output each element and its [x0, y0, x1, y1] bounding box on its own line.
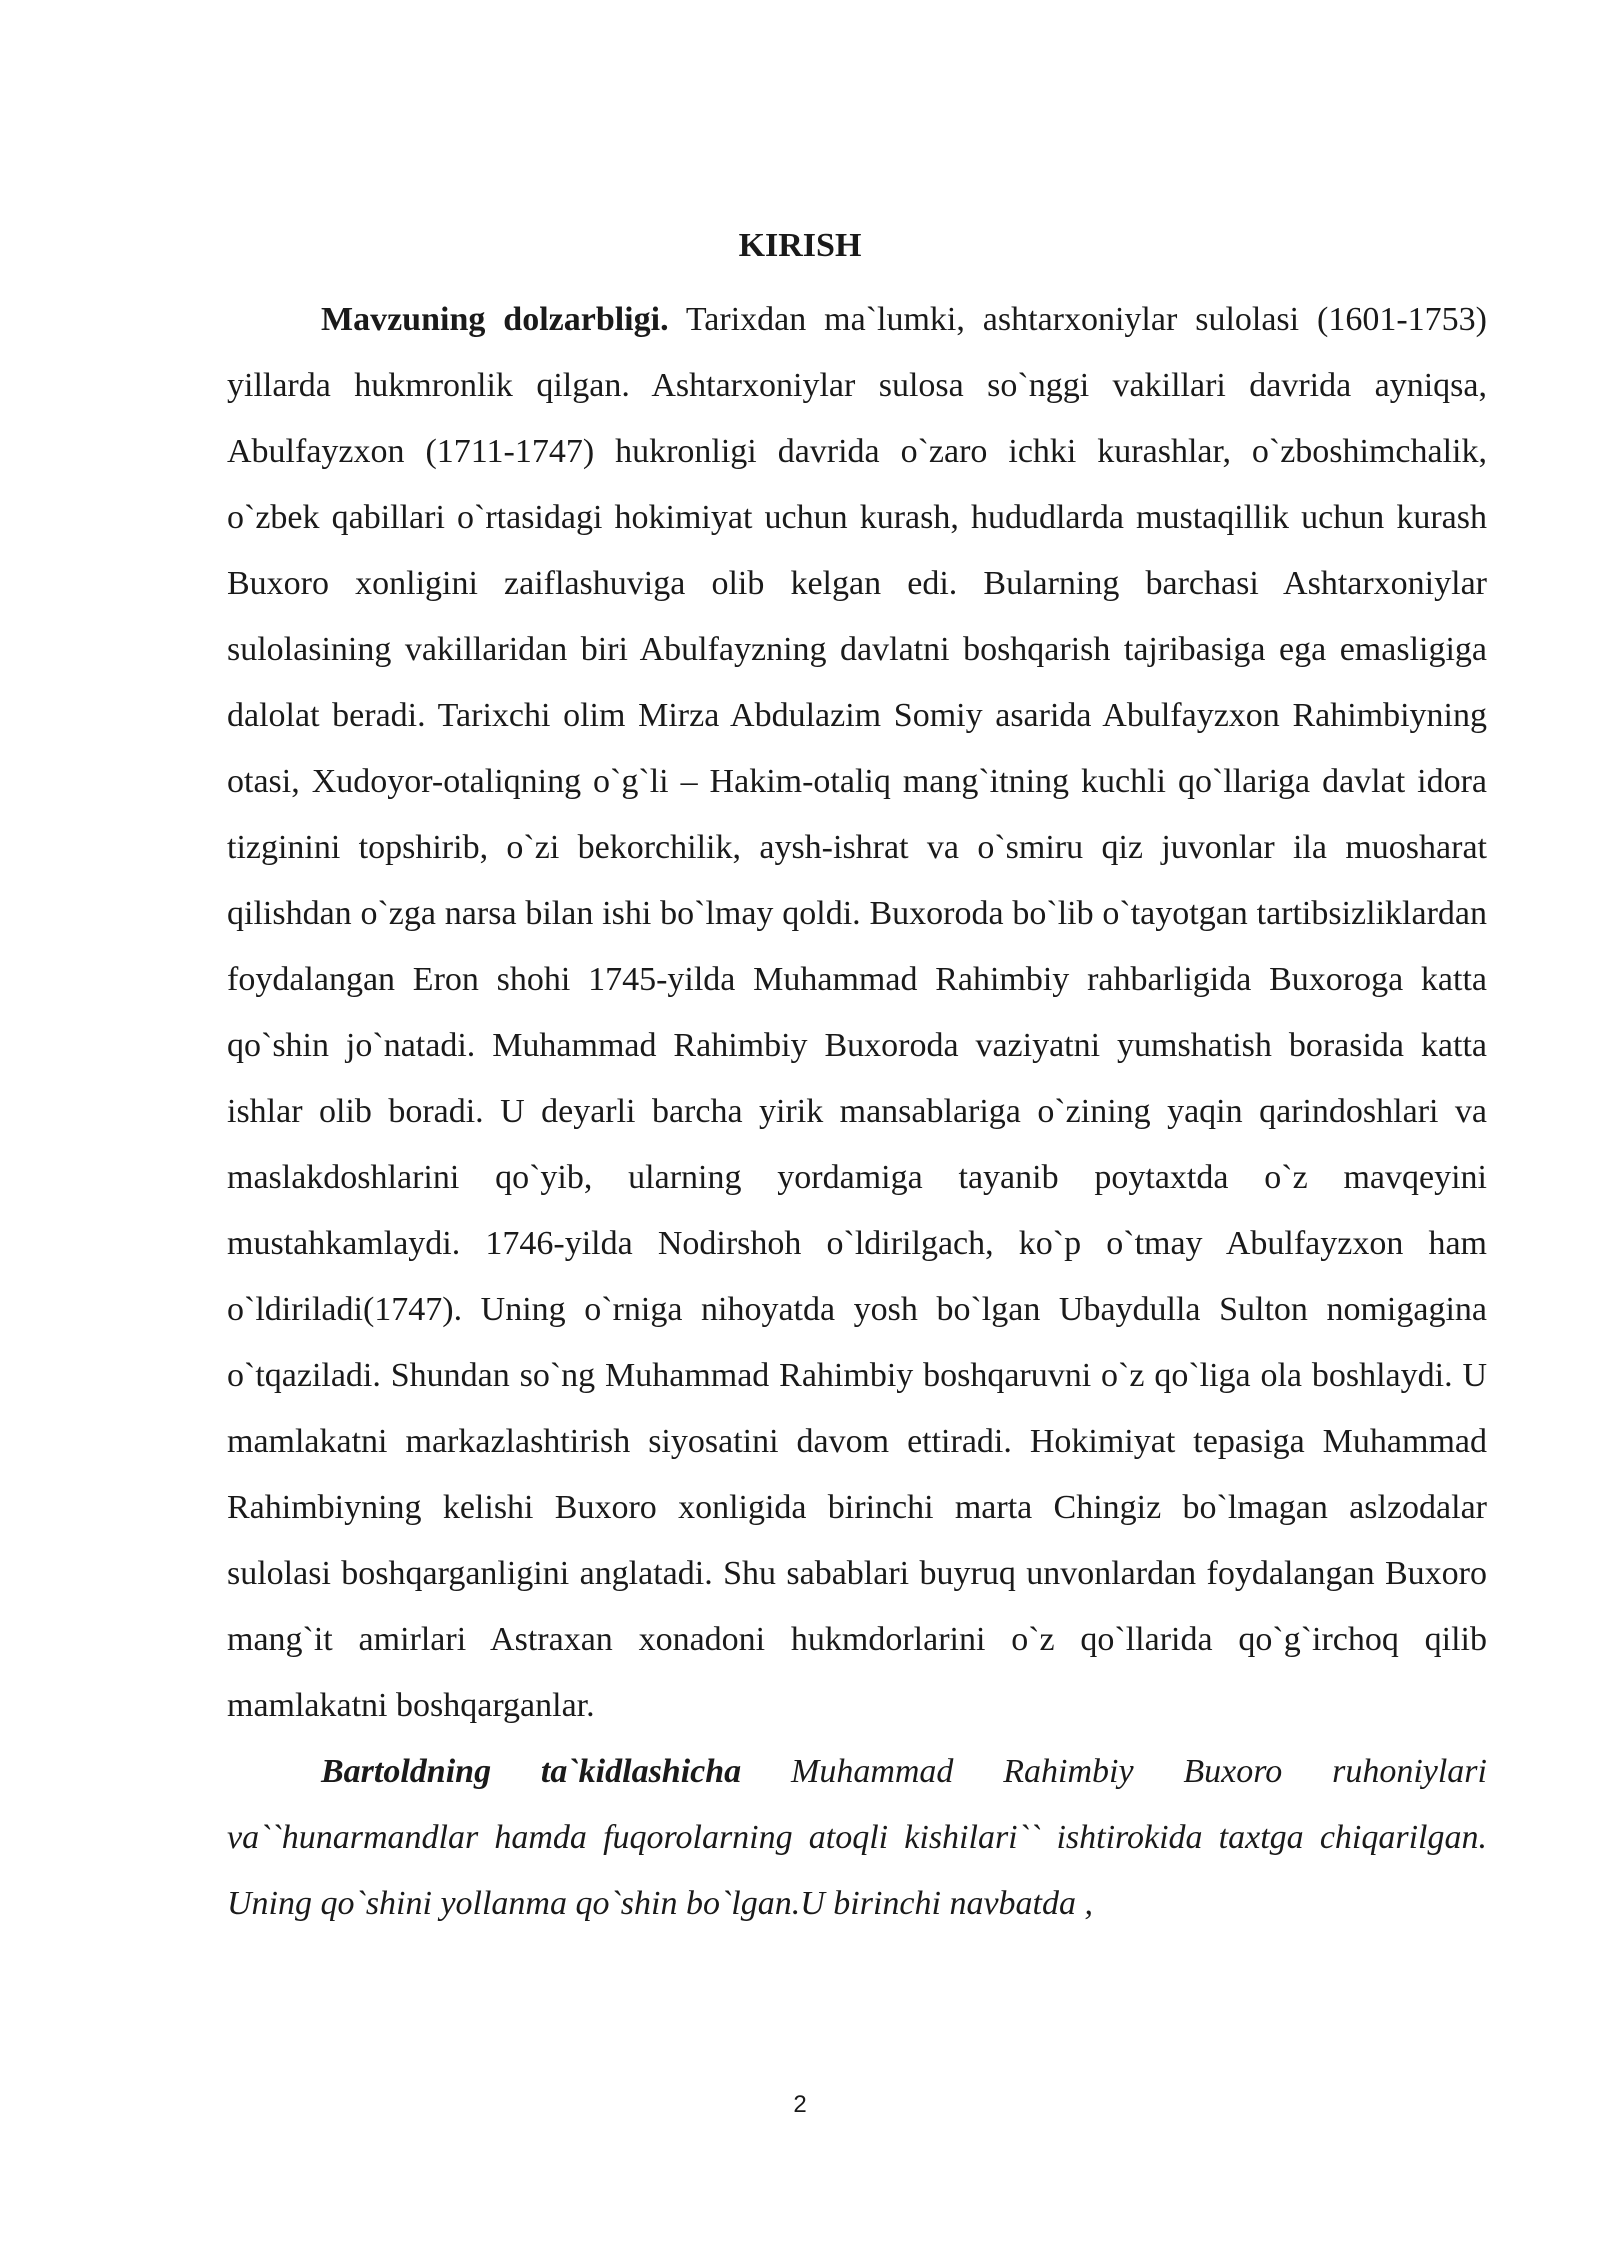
paragraph-lead-relevance: Mavzuning dolzarbligi. [321, 301, 669, 338]
paragraph-bartold [227, 1739, 1487, 1937]
paragraph-text-bartold: Muhammad Rahimbiy Buxoro ruhoniylari va``hunarmandlar hamda fuqorolarning atoqli kishilari`` ishtirokida taxtga chiqarilgan. Uning qo`shini yollanma qo`shin bo`lgan.U birinchi navbatda , [227, 1753, 1487, 1922]
paragraph-relevance [227, 287, 1487, 1739]
body-text [227, 287, 1487, 1937]
paragraph-lead-bartold: Bartoldning ta`kidlashicha [321, 1753, 742, 1790]
section-title: KIRISH [738, 227, 862, 264]
paragraph-text-relevance: Tarixdan ma`lumki, ashtarxoniylar sulolasi (1601-1753) yillarda hukmronlik qilgan. Ashtarxoniylar sulosa so`nggi vakillari davrida ayniqsa, Abulfayzxon (1711-1747) hukronligi davrida o`zaro ichki kurashlar, o`zboshimchalik, o`zbek qabillari o`rtasidagi hokimiyat uchun kurash, hududlarda mustaqillik uchun kurash Buxoro xonligini zaiflashuviga olib kelgan edi. Bularning barchasi Ashtarxoniylar sulolasining vakillaridan biri Abulfayzning davlatni boshqarish tajribasiga ega emasligiga dalolat beradi. Tarixchi olim Mirza Abdulazim Somiy asarida Abulfayzxon Rahimbiyning otasi, Xudoyor-otaliqning o`g`li – Hakim-otaliq mang`itning kuchli qo`llariga davlat idora tizginini topshirib, o`zi bekorchilik, aysh-ishrat va o`smiru qiz juvonlar ila muosharat qilishdan o`zga narsa bilan ishi bo`lmay qoldi. Buxoroda bo`lib o`tayotgan tartibsizliklardan foydalangan Eron shohi 1745-yilda Muhammad Rahimbiy rahbarligida Buxoroga katta qo`shin jo`natadi. Muhammad Rahimbiy Buxoroda vaziyatni yumshatish borasida katta ishlar olib boradi. U deyarli barcha yirik mansablariga o`zining yaqin qarindoshlari va maslakdoshlarini qo`yib, ularning yordamiga tayanib poytaxtda o`z mavqeyini mustahkamlaydi. 1746-yilda Nodirshoh o`ldirilgach, ko`p o`tmay Abulfayzxon ham o`ldiriladi(1747). Uning o`rniga nihoyatda yosh bo`lgan Ubaydulla Sulton nomigagina o`tqaziladi. Shundan so`ng Muhammad Rahimbiy boshqaruvni o`z qo`liga ola boshlaydi. U mamlakatni markazlashtirish siyosatini davom ettiradi. Hokimiyat tepasiga Muhammad Rahimbiyning kelishi Buxoro xonligida birinchi marta Chingiz bo`lmagan aslzodalar sulolasi boshqarganligini anglatadi. Shu sabablari buyruq unvonlardan foydalangan Buxoro mang`it amirlari Astraxan xonadoni hukmdorlarini o`z qo`llarida qo`g`irchoq qilib mamlakatni boshqarganlar. [227, 301, 1488, 1724]
page-number: 2 [793, 2091, 807, 2118]
